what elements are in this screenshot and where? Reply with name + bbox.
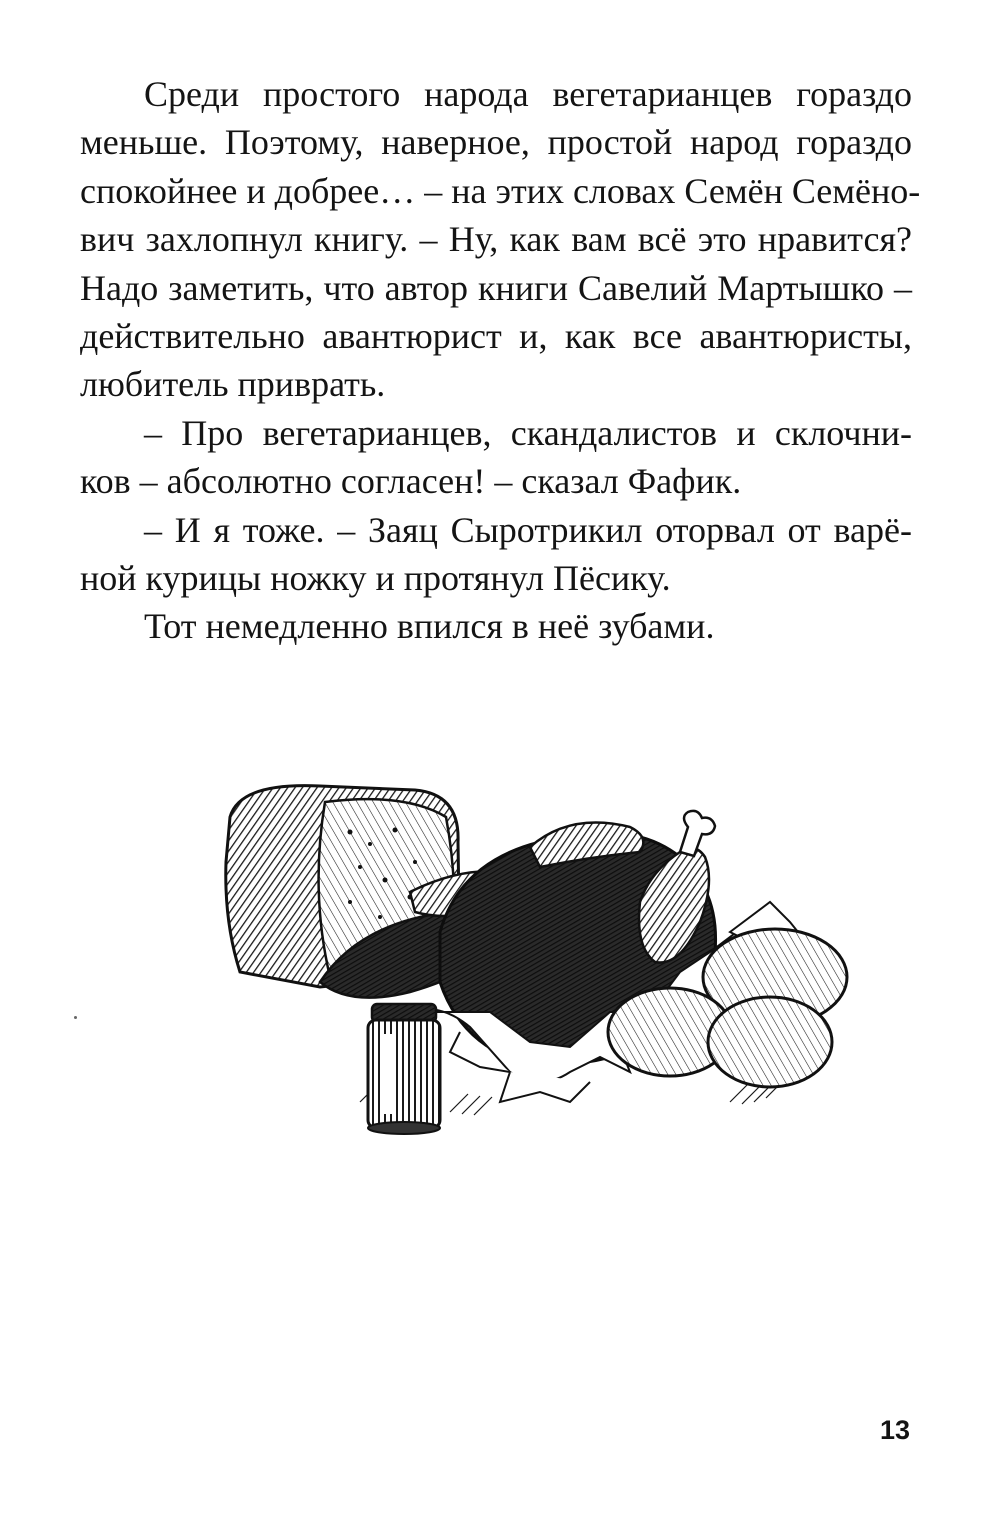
food-still-life-illustration (210, 772, 870, 1152)
page-number: 13 (880, 1415, 911, 1445)
text-line: Среди простого народа вегетарианцев гораздо (144, 74, 912, 114)
text-line: действительно авантюрист и, как все авантюристы, (80, 315, 912, 356)
jar (368, 1004, 440, 1134)
text-line: вич захлопнул книгу. – Ну, как вам всё это нравится? (80, 219, 912, 260)
text-line: – Про вегетарианцев, скандалистов и склочни- (144, 412, 912, 453)
print-speck (74, 1016, 77, 1019)
text-line: ков – абсолютно согласен! – сказал Фафик. (80, 461, 742, 502)
text-line: Тот немедленно впился в неё зубами. (144, 606, 715, 647)
text-line: – И я тоже. – Заяц Сыротрикил оторвал от варё- (144, 509, 912, 550)
text-line: спокойнее и добрее… – на этих словах Семён Семёно- (80, 170, 921, 211)
text-line: Надо заметить, что автор книги Савелий Мартышко – (80, 267, 912, 308)
text-line: ной курицы ножку и протянул Пёсику. (80, 557, 671, 598)
text-line: любитель приврать. (80, 364, 386, 405)
text-line: меньше. Поэтому, наверное, простой народ гораздо (80, 122, 912, 163)
body-text (80, 70, 921, 651)
